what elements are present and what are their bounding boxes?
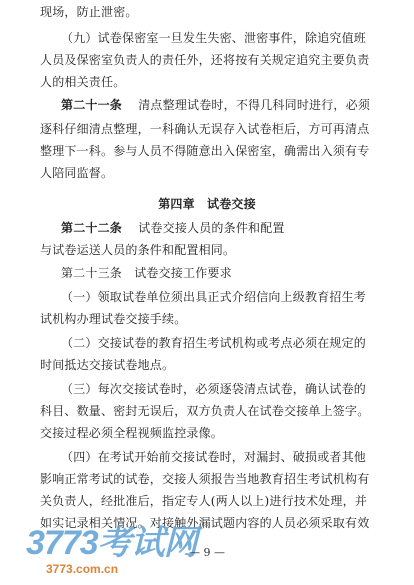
article-heading: 第二十二条 (61, 221, 123, 235)
text-line (40, 242, 414, 258)
page-number: — 9 — (189, 546, 225, 559)
text-line (40, 403, 414, 419)
article-line (61, 265, 414, 281)
line-text: 整理下一科。参与人员不得随意出入保密室，确需出入须有专 (40, 144, 370, 158)
article-line (61, 97, 414, 113)
line-text: （三）每次交接试卷时，必须逐袋清点试卷，确认试卷的 (61, 382, 367, 396)
line-text: 逐科仔细清点整理，一科确认无误存入试卷柜后，方可再清点 (40, 122, 370, 136)
line-text: 关负责人，经批准后，指定专人(两人以上)进行技术处理，并 (40, 494, 367, 508)
line-text: （一）领取试卷单位须出具正式介绍信向上级教育招生考 (61, 290, 367, 304)
chapter-title: 第四章 试卷交接 (158, 197, 256, 211)
text-line (40, 165, 414, 181)
article-line (61, 220, 414, 236)
line-text: 试卷交接人员的条件和配置 (138, 221, 285, 235)
text-line (40, 143, 414, 159)
line-text: （四）在考试开始前交接试卷时，对漏封、破损或者其他 (61, 450, 367, 464)
line-text: （九）试卷保密室一旦发生失密、泄密事件，除追究值班 (61, 31, 367, 45)
text-line (40, 493, 414, 509)
line-text: 影响正常考试的试卷，交接人须报告当地教育招生考试机构有 (40, 472, 370, 486)
line-text: 交接过程必须全程视频监控录像。 (40, 426, 224, 440)
text-line (61, 289, 414, 305)
watermark-url: 3773.com.cn (46, 562, 119, 576)
text-line (40, 357, 414, 373)
text-line (40, 471, 414, 487)
text-line (40, 311, 414, 327)
text-line (40, 121, 414, 137)
line-text: 第二十三条 试卷交接工作要求 (61, 266, 232, 280)
text-line (40, 52, 414, 68)
line-text: 现场，防止泄密。 (40, 5, 138, 19)
line-text: 人的相关责任。 (40, 75, 126, 89)
watermark-logo-text: 3773考试网 (26, 524, 197, 562)
line-text: 如实记录相关情况。对接触外漏试题内容的人员必须采取有效 (40, 516, 370, 530)
chapter-heading (0, 196, 414, 212)
line-text: 试机构办理试卷交接手续。 (40, 312, 187, 326)
text-line (40, 74, 414, 90)
line-text: 时间抵达交接试卷地点。 (40, 358, 175, 372)
line-text: 清点整理试卷时，不得几科同时进行，必须 (138, 98, 371, 112)
line-text: （二）交接试卷的教育招生考试机构或考点必须在规定的 (61, 336, 367, 350)
text-line (40, 4, 414, 20)
text-line (61, 381, 414, 397)
line-text: 与试卷运送人员的条件和配置相同。 (40, 243, 236, 257)
text-line (61, 30, 414, 46)
article-heading: 第二十一条 (61, 98, 123, 112)
text-line (61, 335, 414, 351)
line-text: 科目、数量、密封无误后，双方负责人在试卷交接单上签字。 (40, 404, 370, 418)
line-text: 人陪同监督。 (40, 166, 114, 180)
text-line (40, 425, 414, 441)
line-text: 人员及保密室负责人的责任外，还将按有关规定追究主要负责 (40, 53, 370, 67)
text-line (61, 449, 414, 465)
